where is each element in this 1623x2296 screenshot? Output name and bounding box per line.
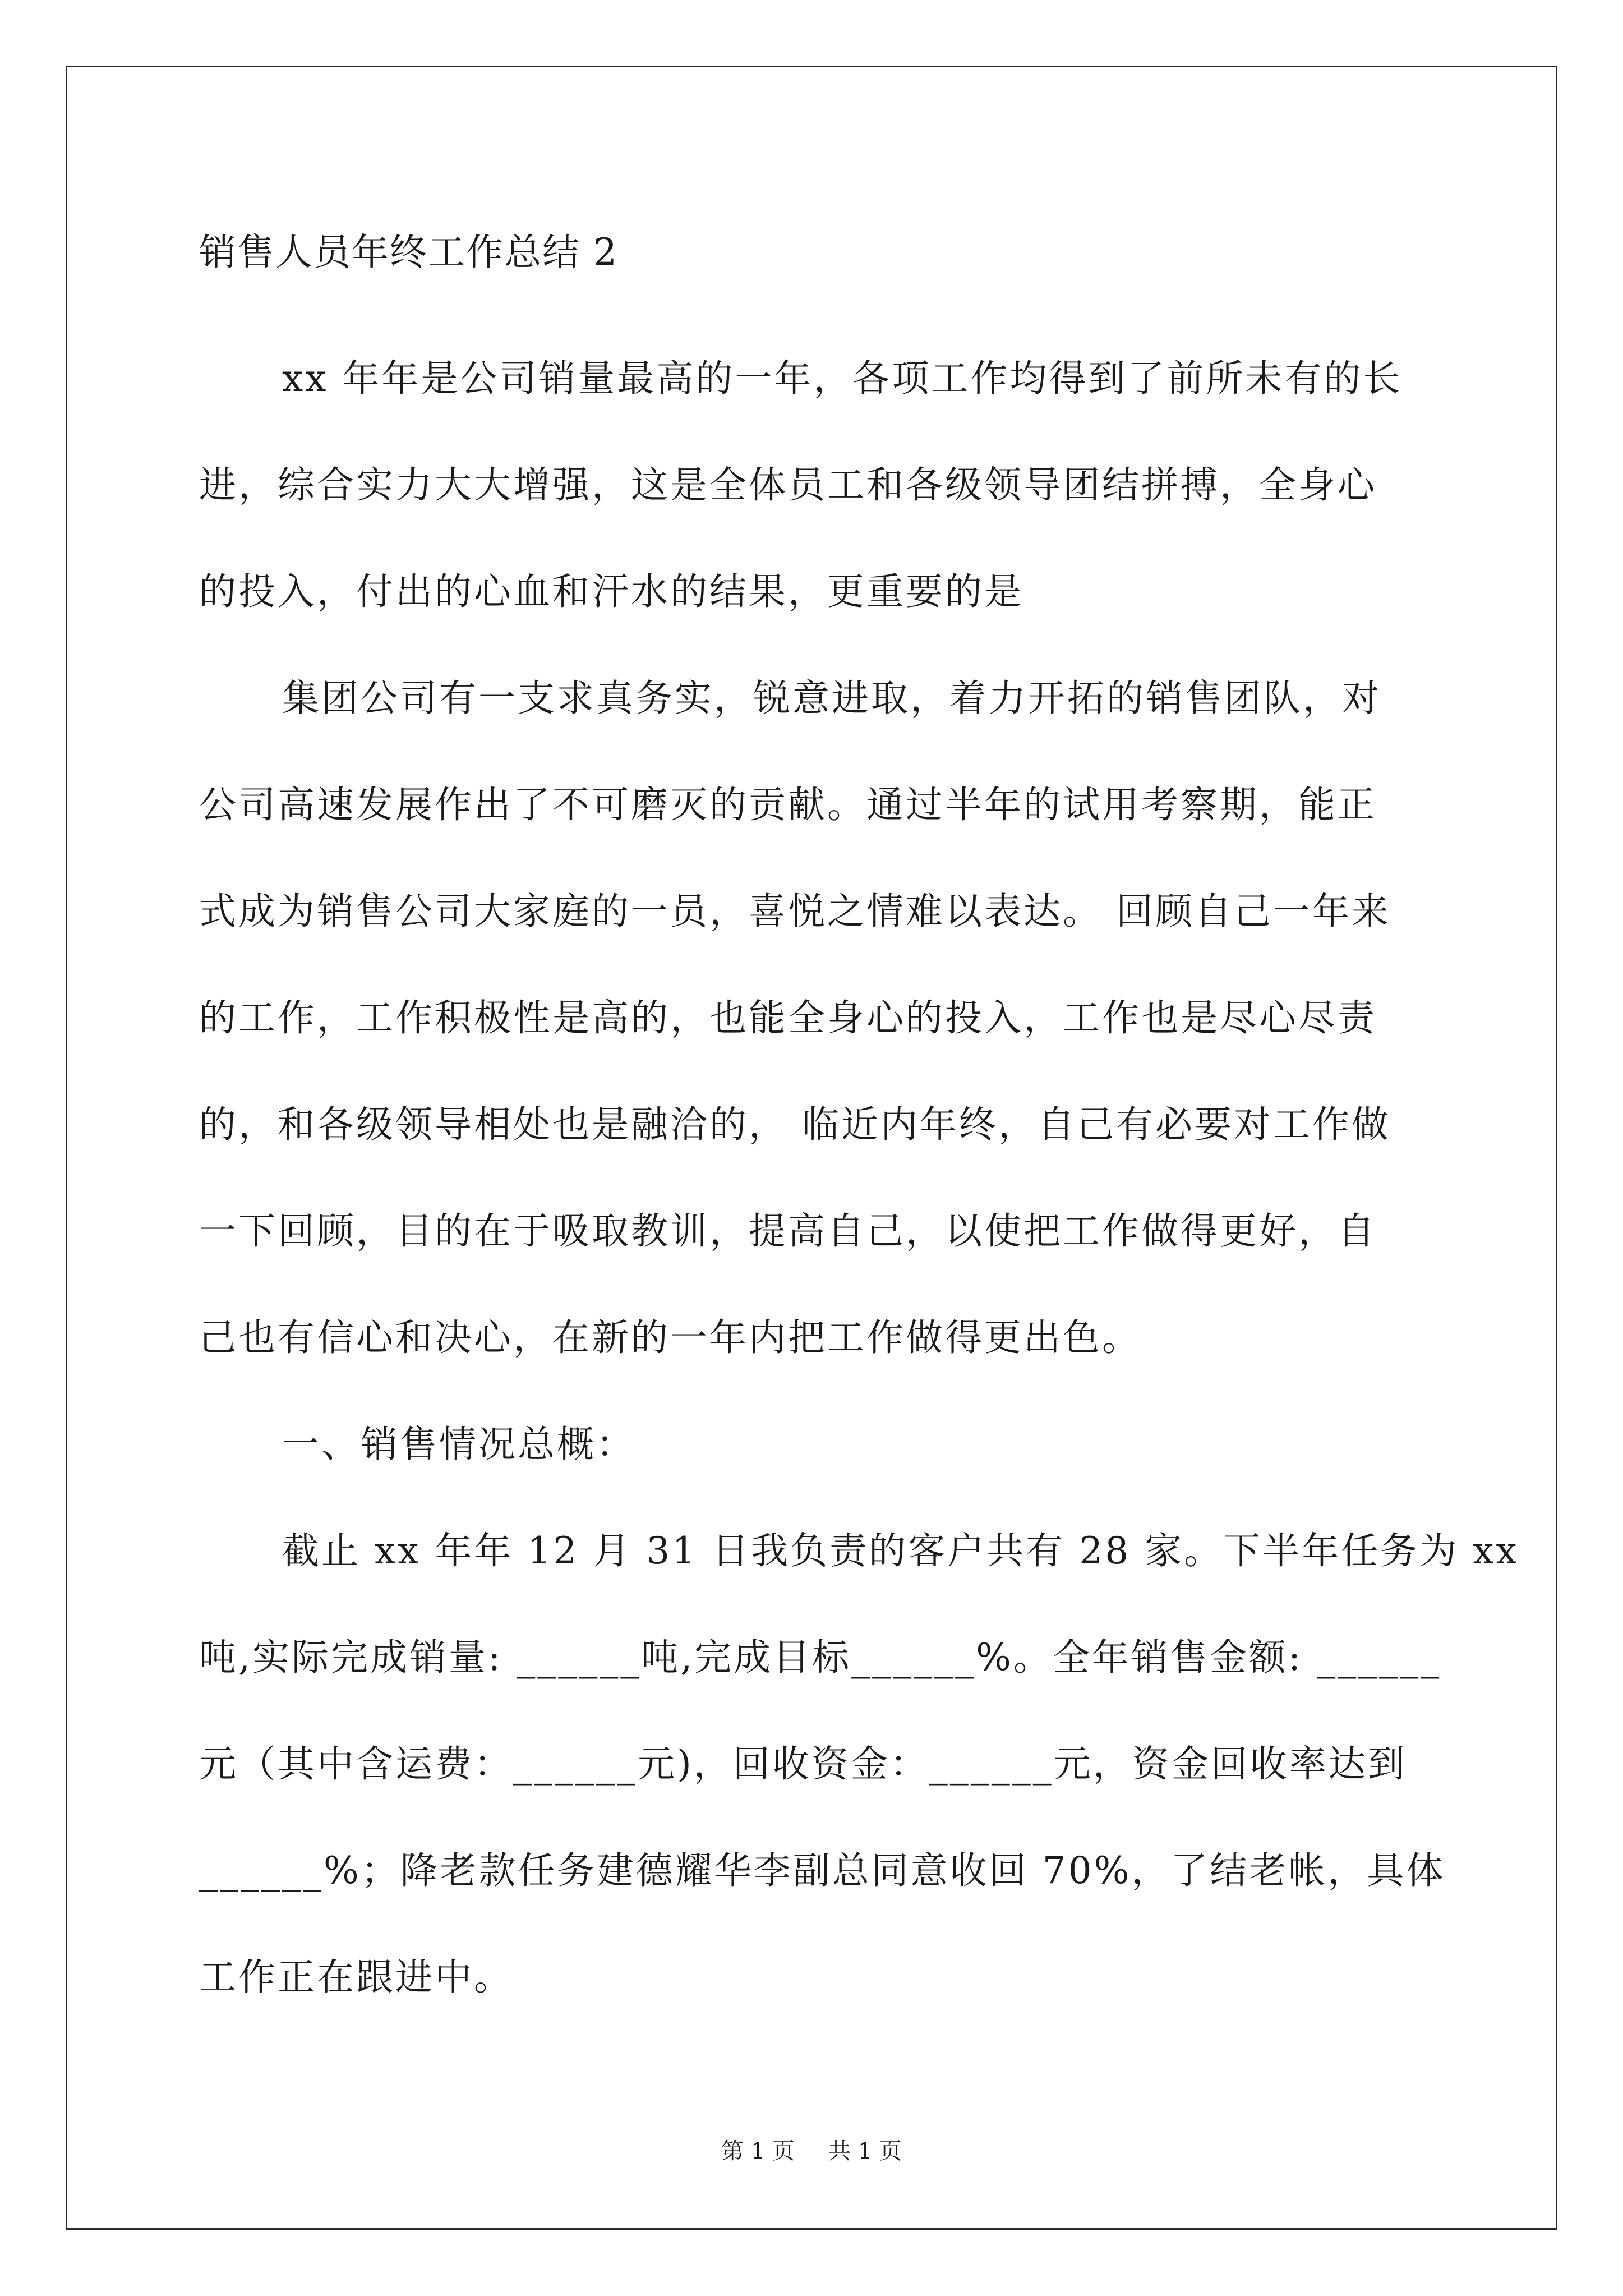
text-line: 公司高速发展作出了不可磨灭的贡献。通过半年的试用考察期，能正 <box>199 783 1377 826</box>
page-number: 第 1 页 <box>721 2138 795 2164</box>
document-body <box>199 213 1519 2031</box>
text-line: xx 年年是公司销量最高的一年，各项工作均得到了前所未有的长 <box>282 357 1403 400</box>
text-line: 截止 xx 年年 12 月 31 日我负责的客户共有 28 家。下半年任务为 xx <box>282 1529 1519 1572</box>
section-heading: 一、销售情况总概： <box>282 1423 635 1466</box>
text-line: 式成为销售公司大家庭的一员，喜悦之情难以表达。 回顾自己一年来 <box>199 890 1391 933</box>
page-footer <box>0 2134 1623 2168</box>
text-line: 己也有信心和决心，在新的一年内把工作做得更出色。 <box>199 1316 1141 1359</box>
page-total: 共 1 页 <box>828 2138 902 2164</box>
text-line: 元（其中含运费：______元)，回收资金：______元，资金回收率达到 <box>199 1742 1407 1786</box>
text-line: 集团公司有一支求真务实，锐意进取，着力开拓的销售团队，对 <box>282 677 1381 720</box>
paragraph-team <box>199 645 1433 1391</box>
text-line: 一下回顾，目的在于吸取教训，提高自己，以使把工作做得更好，自 <box>199 1209 1377 1253</box>
paragraph-sales-figures <box>199 1498 1519 2031</box>
text-line: 的投入，付出的心血和汗水的结果，更重要的是 <box>199 570 1023 613</box>
text-line: 的工作，工作积极性是高的，也能全身心的投入，工作也是尽心尽责 <box>199 996 1377 1039</box>
text-line: 的，和各级领导相处也是融洽的， 临近内年终，自己有必要对工作做 <box>199 1103 1391 1146</box>
text-line: 进，综合实力大大增强，这是全体员工和各级领导团结拼搏，全身心 <box>199 463 1377 507</box>
text-line: 工作正在跟进中。 <box>199 1955 513 1999</box>
section-heading-sales-overview <box>199 1391 1433 1498</box>
document-title: 销售人员年终工作总结 2 <box>199 231 618 274</box>
paragraph-intro <box>199 325 1433 645</box>
text-line: 吨,实际完成销量: ______吨,完成目标______%。全年销售金额: ______ <box>199 1636 1442 1679</box>
text-line: ______%；降老款任务建德耀华李副总同意收回 70%，了结老帐，具体 <box>199 1849 1446 1892</box>
